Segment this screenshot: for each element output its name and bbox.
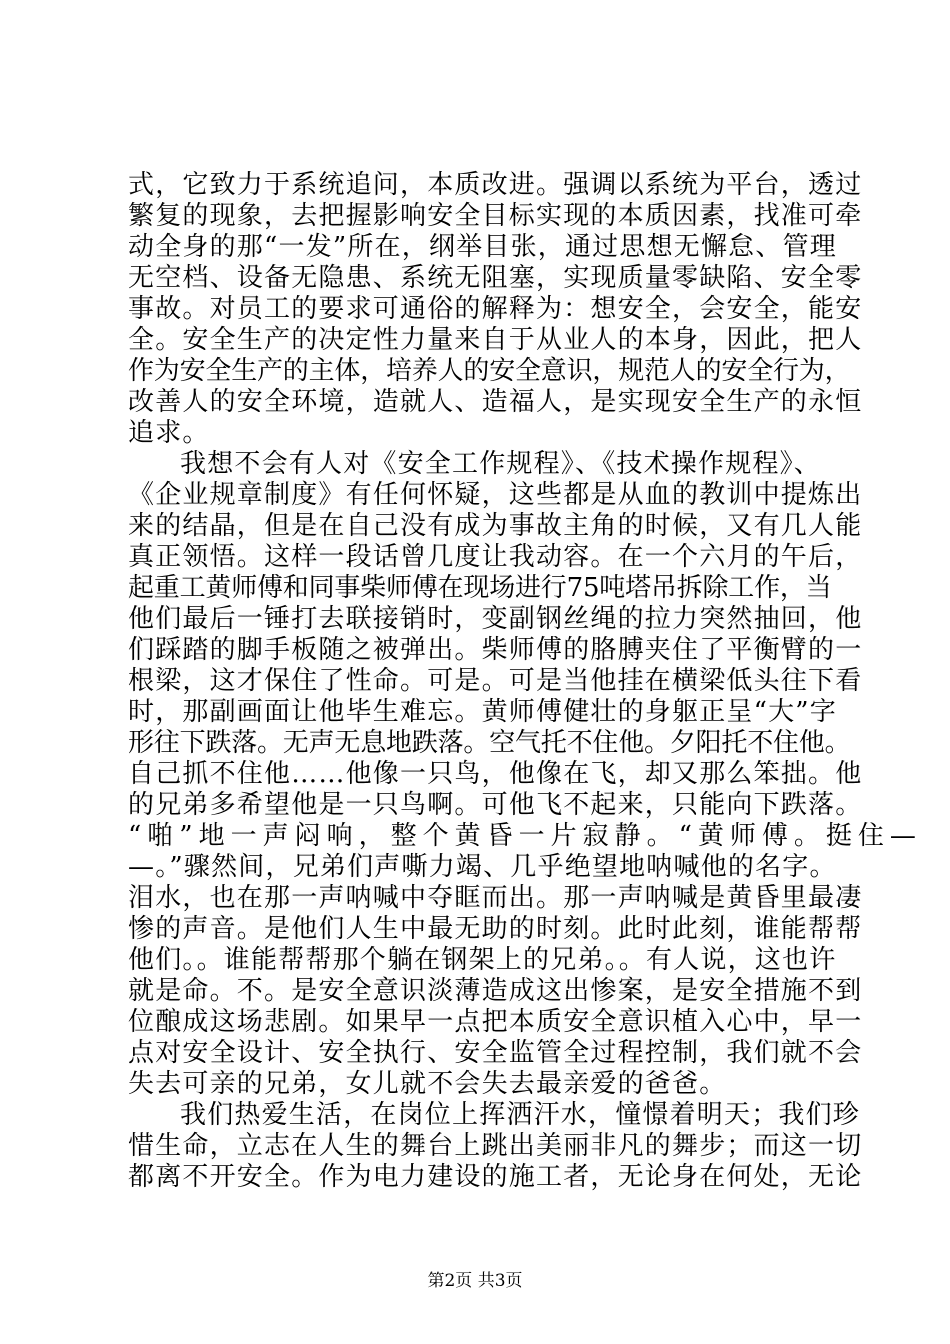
text-line: “啪”地一声闷响，整个黄昏一片寂静。“黄师傅。挺住— [128, 821, 922, 851]
text-line: 他们最后一锤打去联接销时，变副钢丝绳的拉力突然抽回，他 [128, 604, 863, 634]
text-line: 繁复的现象，去把握影响安全目标实现的本质因素，找准可牵 [128, 201, 863, 231]
text-line: 追求。 [128, 418, 210, 448]
text-line: 作为安全生产的主体，培养人的安全意识，规范人的安全行为， [128, 356, 851, 386]
text-line: 时，那副画面让他毕生难忘。黄师傅健壮的身躯正呈“大”字 [128, 697, 837, 727]
text-line: 根梁，这才保住了性命。可是。可是当他挂在横梁低头往下看 [128, 666, 863, 696]
text-line: 惜生命，立志在人生的舞台上跳出美丽非凡的舞步；而这一切 [128, 1131, 863, 1161]
text-line: 他们。。谁能帮帮那个躺在钢架上的兄弟。。有人说，这也许 [128, 945, 837, 975]
text-line: 动全身的那“一发”所在，纲举目张，通过思想无懈怠、管理 [128, 232, 837, 262]
paragraph-start-line: 我想不会有人对《安全工作规程》、《技术操作规程》、 [180, 449, 822, 479]
text-line: 形往下跌落。无声无息地跌落。空气托不住他。夕阳托不住他。 [128, 728, 851, 758]
text-line: 全。安全生产的决定性力量来自于从业人的本身，因此，把人 [128, 325, 863, 355]
text-line: 位酿成这场悲剧。如果早一点把本质安全意识植入心中，早一 [128, 1007, 863, 1037]
text-line: 事故。对员工的要求可通俗的解释为：想安全，会安全，能安 [128, 294, 863, 324]
text-line: 起重工黄师傅和同事柴师傅在现场进行75吨塔吊拆除工作，当 [128, 573, 832, 603]
text-line: 的兄弟多希望他是一只鸟啊。可他飞不起来，只能向下跌落。 [128, 790, 863, 820]
text-line: 自己抓不住他……他像一只鸟，他像在飞，却又那么笨拙。他 [128, 759, 863, 789]
text-line: 式，它致力于系统追问，本质改进。强调以系统为平台，透过 [128, 170, 863, 200]
text-line: 真正领悟。这样一段话曾几度让我动容。在一个六月的午后， [128, 542, 863, 572]
text-line: 都离不开安全。作为电力建设的施工者，无论身在何处，无论 [128, 1162, 863, 1192]
body-text [128, 170, 922, 1193]
text-line: —。”骤然间，兄弟们声嘶力竭、几乎绝望地呐喊他的名字。 [128, 852, 837, 882]
page-number-footer: 第2页 共3页 [427, 1271, 523, 1291]
text-line: 点对安全设计、安全执行、安全监管全过程控制，我们就不会 [128, 1038, 863, 1068]
text-line: 们踩踏的脚手板随之被弹出。柴师傅的胳膊夹住了平衡臂的一 [128, 635, 863, 665]
text-line: 失去可亲的兄弟，女儿就不会失去最亲爱的爸爸。 [128, 1069, 727, 1099]
text-line: 无空档、设备无隐患、系统无阻塞，实现质量零缺陷、安全零 [128, 263, 863, 293]
text-line: 改善人的安全环境，造就人、造福人，是实现安全生产的永恒 [128, 387, 863, 417]
text-line: 《企业规章制度》有任何怀疑，这些都是从血的教训中提炼出 [128, 480, 863, 510]
text-line: 就是命。不。是安全意识淡薄造成这出惨案，是安全措施不到 [128, 976, 863, 1006]
paragraph-start-line: 我们热爱生活，在岗位上挥洒汗水，憧憬着明天；我们珍 [180, 1100, 861, 1130]
text-line: 泪水，也在那一声呐喊中夺眶而出。那一声呐喊是黄昏里最凄 [128, 883, 863, 913]
text-line: 来的结晶，但是在自己没有成为事故主角的时候，又有几人能 [128, 511, 863, 541]
text-line: 惨的声音。是他们人生中最无助的时刻。此时此刻，谁能帮帮 [128, 914, 863, 944]
